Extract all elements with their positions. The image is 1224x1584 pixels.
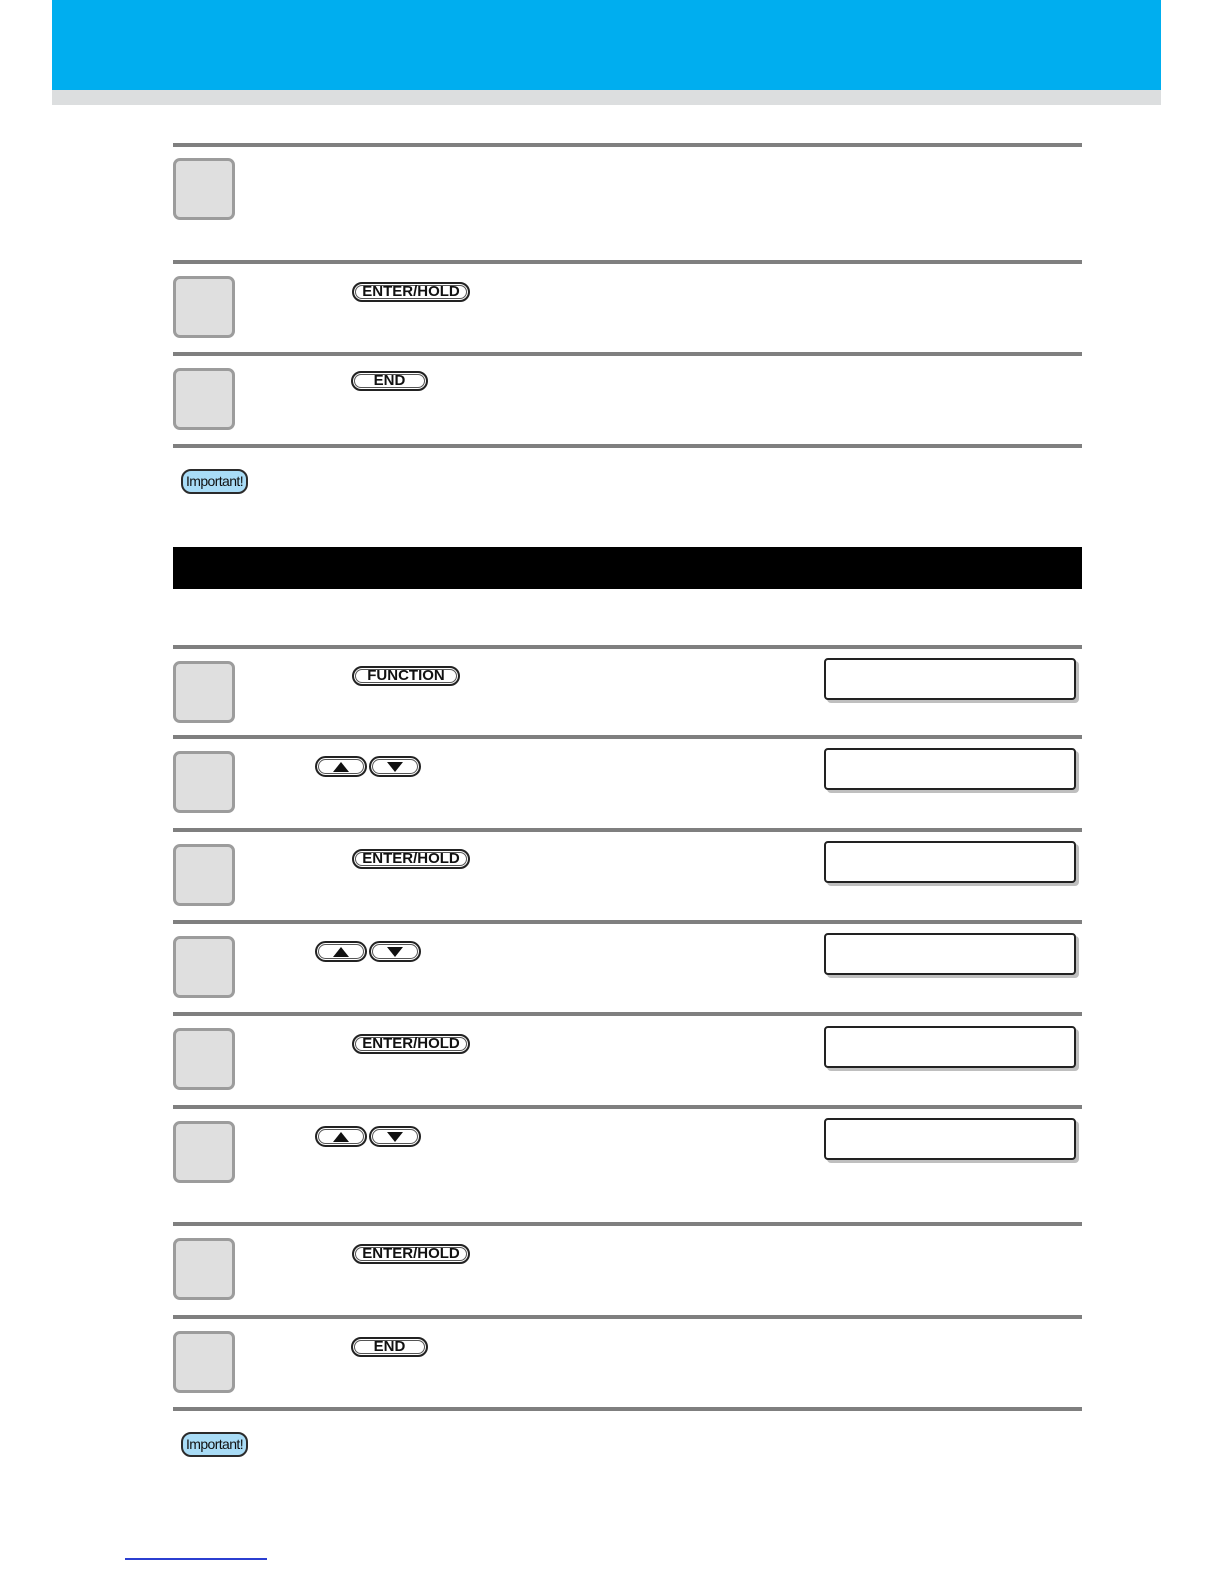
end-key[interactable]: END [351, 1337, 428, 1357]
down-arrow-icon [387, 762, 403, 772]
lcd-display [824, 658, 1076, 700]
up-arrow-icon [333, 762, 349, 772]
lcd-display [824, 933, 1076, 975]
step-number-box [173, 1028, 235, 1090]
step-number-box [173, 1121, 235, 1183]
step-divider [173, 1315, 1082, 1319]
step-divider [173, 828, 1082, 832]
lcd-display [824, 1118, 1076, 1160]
step-number-box [173, 1331, 235, 1393]
step-divider [173, 1105, 1082, 1109]
lcd-display [824, 748, 1076, 790]
header-band [52, 0, 1161, 90]
step-number-box [173, 276, 235, 338]
down-arrow-key[interactable] [369, 756, 421, 777]
down-arrow-key[interactable] [369, 941, 421, 962]
function-key[interactable]: FUNCTION [352, 666, 460, 686]
down-arrow-key[interactable] [369, 1126, 421, 1147]
enter-hold-key[interactable]: ENTER/HOLD [352, 1034, 470, 1054]
header-shadow [52, 90, 1161, 105]
footer-link-underline[interactable] [125, 1558, 267, 1560]
step-divider [173, 645, 1082, 649]
step-divider [173, 1407, 1082, 1411]
step-number-box [173, 368, 235, 430]
step-number-box [173, 661, 235, 723]
up-arrow-key[interactable] [315, 756, 367, 777]
step-divider [173, 1222, 1082, 1226]
lcd-display [824, 841, 1076, 883]
step-divider [173, 444, 1082, 448]
up-arrow-icon [333, 1132, 349, 1142]
step-divider [173, 735, 1082, 739]
step-number-box [173, 158, 235, 220]
up-arrow-key[interactable] [315, 941, 367, 962]
step-number-box [173, 936, 235, 998]
step-divider [173, 1012, 1082, 1016]
step-divider [173, 352, 1082, 356]
enter-hold-key[interactable]: ENTER/HOLD [352, 849, 470, 869]
step-divider [173, 920, 1082, 924]
step-number-box [173, 1238, 235, 1300]
step-divider [173, 260, 1082, 264]
up-arrow-key[interactable] [315, 1126, 367, 1147]
important-badge: Important! [181, 1432, 248, 1457]
section-title-bar [173, 547, 1082, 589]
step-number-box [173, 844, 235, 906]
down-arrow-icon [387, 1132, 403, 1142]
step-divider [173, 143, 1082, 147]
end-key[interactable]: END [351, 371, 428, 391]
up-arrow-icon [333, 947, 349, 957]
enter-hold-key[interactable]: ENTER/HOLD [352, 1244, 470, 1264]
lcd-display [824, 1026, 1076, 1068]
step-number-box [173, 751, 235, 813]
important-badge: Important! [181, 469, 248, 494]
enter-hold-key[interactable]: ENTER/HOLD [352, 282, 470, 302]
down-arrow-icon [387, 947, 403, 957]
